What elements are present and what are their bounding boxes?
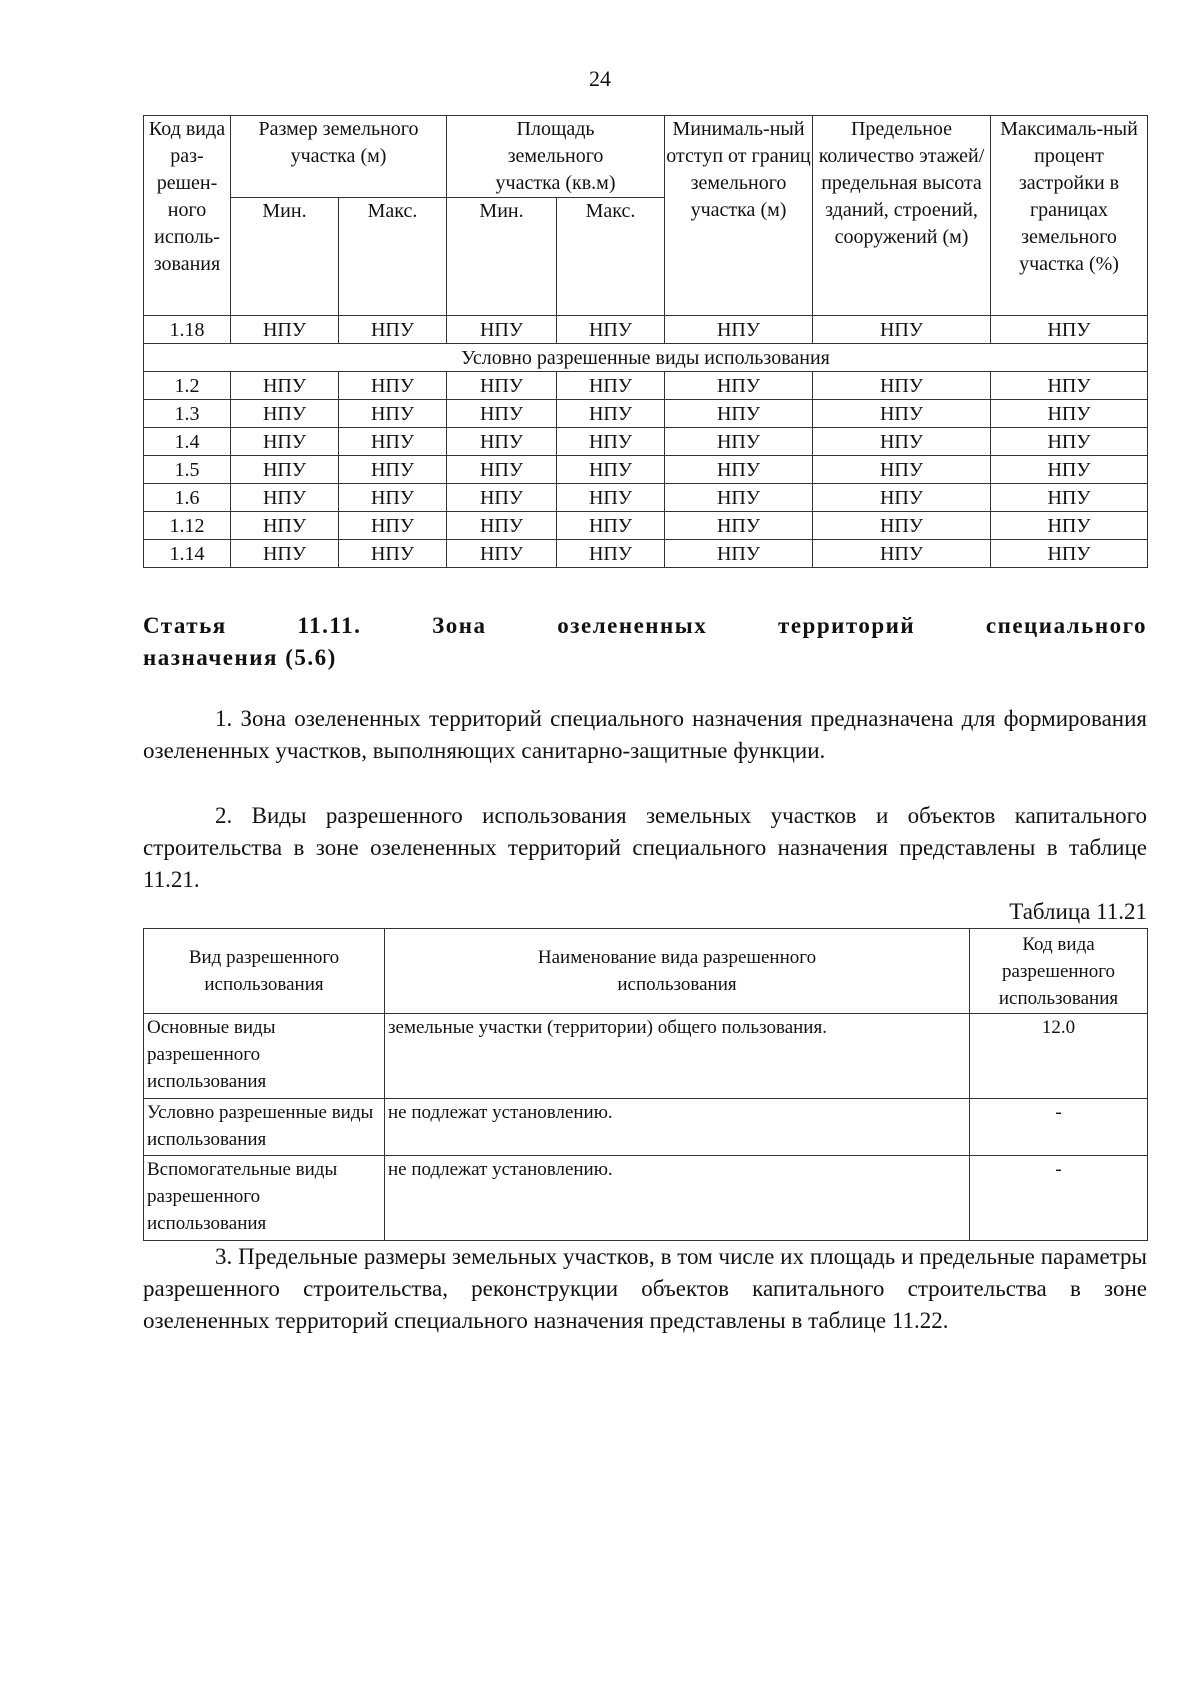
table-row <box>144 372 1148 400</box>
cell: НПУ <box>231 400 339 428</box>
cell: НПУ <box>665 428 813 456</box>
heading-word: Зона <box>432 613 487 638</box>
cell: НПУ <box>447 484 557 512</box>
heading-word: специального <box>985 613 1147 638</box>
header-use-code: Код вида разрешенного использования <box>970 929 1148 1014</box>
cell: НПУ <box>813 428 991 456</box>
row-code: 1.6 <box>144 484 231 512</box>
cell: НПУ <box>557 400 665 428</box>
cell: НПУ <box>813 316 991 344</box>
cell: НПУ <box>557 456 665 484</box>
header-max-floors: Предельное количество этажей/ предельная высота зданий, строений, сооружений (м) <box>813 116 991 316</box>
uses-table <box>143 928 1148 1241</box>
cell: НПУ <box>447 456 557 484</box>
header-size-max: Макс. <box>339 198 447 316</box>
cell: НПУ <box>665 484 813 512</box>
table-row <box>144 484 1148 512</box>
table-row <box>144 512 1148 540</box>
section-row <box>144 344 1148 372</box>
cell: НПУ <box>557 512 665 540</box>
cell: НПУ <box>665 540 813 568</box>
cell: НПУ <box>665 400 813 428</box>
use-code: 12.0 <box>970 1014 1148 1099</box>
cell: НПУ <box>813 484 991 512</box>
paragraph-3: 3. Предельные размеры земельных участков, в том числе их площадь и предельные параметры разрешенного строительства, реконструкции объектов капитального строительства в зоне озелененных территорий специального назначения представлены в таблице 11.22. <box>143 1244 1147 1333</box>
cell: НПУ <box>991 428 1148 456</box>
header-min-offset: Минималь-ный отступ от границ земельного участка (м) <box>665 116 813 316</box>
use-code: - <box>970 1099 1148 1156</box>
cell: НПУ <box>447 540 557 568</box>
header-plot-size: Размер земельного участка (м) <box>231 116 447 198</box>
cell: НПУ <box>557 540 665 568</box>
header-size-min: Мин. <box>231 198 339 316</box>
table-row <box>144 1156 1148 1241</box>
cell: НПУ <box>991 372 1148 400</box>
header-use-name: Наименование вида разрешенного использования <box>385 929 970 1014</box>
cell: НПУ <box>231 428 339 456</box>
row-code: 1.3 <box>144 400 231 428</box>
use-type: Вспомогательные виды разрешенного использования <box>144 1156 385 1241</box>
header-area-min: Мин. <box>447 198 557 316</box>
cell: НПУ <box>231 456 339 484</box>
cell: НПУ <box>991 400 1148 428</box>
heading-word: Статья <box>143 613 227 638</box>
cell: НПУ <box>665 456 813 484</box>
use-name: земельные участки (территории) общего пользования. <box>385 1014 970 1099</box>
cell: НПУ <box>339 540 447 568</box>
header-plot-area: Площадь земельного участка (кв.м) <box>447 116 665 198</box>
use-name: не подлежат установлению. <box>385 1156 970 1241</box>
cell: НПУ <box>339 316 447 344</box>
cell: НПУ <box>813 456 991 484</box>
cell: НПУ <box>665 372 813 400</box>
cell: НПУ <box>231 316 339 344</box>
header-area-max: Макс. <box>557 198 665 316</box>
heading-word: озелененных <box>557 613 708 638</box>
cell: НПУ <box>665 316 813 344</box>
header-code: Код вида раз-решен-ного исполь-зования <box>144 116 231 316</box>
cell: НПУ <box>339 372 447 400</box>
row-code: 1.18 <box>144 316 231 344</box>
article-heading <box>143 610 1147 674</box>
page-number: 24 <box>589 66 611 91</box>
heading-word: территорий <box>778 613 916 638</box>
cell: НПУ <box>665 512 813 540</box>
use-name: не подлежат установлению. <box>385 1099 970 1156</box>
table-row <box>144 1014 1148 1099</box>
cell: НПУ <box>813 400 991 428</box>
cell: НПУ <box>991 316 1148 344</box>
cell: НПУ <box>991 484 1148 512</box>
cell: НПУ <box>991 512 1148 540</box>
header-use-type: Вид разрешенного использования <box>144 929 385 1014</box>
cell: НПУ <box>557 372 665 400</box>
section-label: Условно разрешенные виды использования <box>144 344 1148 372</box>
cell: НПУ <box>447 512 557 540</box>
table-row <box>144 428 1148 456</box>
use-type: Основные виды разрешенного использования <box>144 1014 385 1099</box>
cell: НПУ <box>339 484 447 512</box>
use-type: Условно разрешенные виды использования <box>144 1099 385 1156</box>
row-code: 1.4 <box>144 428 231 456</box>
cell: НПУ <box>813 372 991 400</box>
params-table <box>143 115 1148 568</box>
cell: НПУ <box>447 316 557 344</box>
cell: НПУ <box>557 428 665 456</box>
cell: НПУ <box>447 428 557 456</box>
paragraph-1: 1. Зона озелененных территорий специального назначения предназначена для формирования озелененных участков, выполняющих санитарно-защитные функции. <box>143 706 1147 763</box>
row-code: 1.12 <box>144 512 231 540</box>
cell: НПУ <box>813 540 991 568</box>
row-code: 1.14 <box>144 540 231 568</box>
cell: НПУ <box>231 372 339 400</box>
cell: НПУ <box>231 540 339 568</box>
cell: НПУ <box>991 540 1148 568</box>
use-code: - <box>970 1156 1148 1241</box>
row-code: 1.5 <box>144 456 231 484</box>
cell: НПУ <box>813 512 991 540</box>
heading-word: 11.11. <box>297 613 362 638</box>
cell: НПУ <box>447 372 557 400</box>
cell: НПУ <box>339 428 447 456</box>
cell: НПУ <box>339 512 447 540</box>
cell: НПУ <box>339 456 447 484</box>
table-row <box>144 1099 1148 1156</box>
row-code: 1.2 <box>144 372 231 400</box>
header-max-build-pct: Максималь-ный процент застройки в границах земельного участка (%) <box>991 116 1148 316</box>
cell: НПУ <box>447 400 557 428</box>
table-row <box>144 316 1148 344</box>
cell: НПУ <box>231 512 339 540</box>
table-row <box>144 456 1148 484</box>
cell: НПУ <box>557 316 665 344</box>
table-row <box>144 540 1148 568</box>
cell: НПУ <box>339 400 447 428</box>
cell: НПУ <box>991 456 1148 484</box>
table-caption: Таблица 11.21 <box>1009 899 1147 924</box>
paragraph-2: 2. Виды разрешенного использования земельных участков и объектов капитального строительства в зоне озелененных территорий специального назначения представлены в таблице 11.21. <box>143 803 1147 892</box>
table-row <box>144 400 1148 428</box>
cell: НПУ <box>557 484 665 512</box>
cell: НПУ <box>231 484 339 512</box>
heading-line-2: назначения (5.6) <box>143 645 337 670</box>
